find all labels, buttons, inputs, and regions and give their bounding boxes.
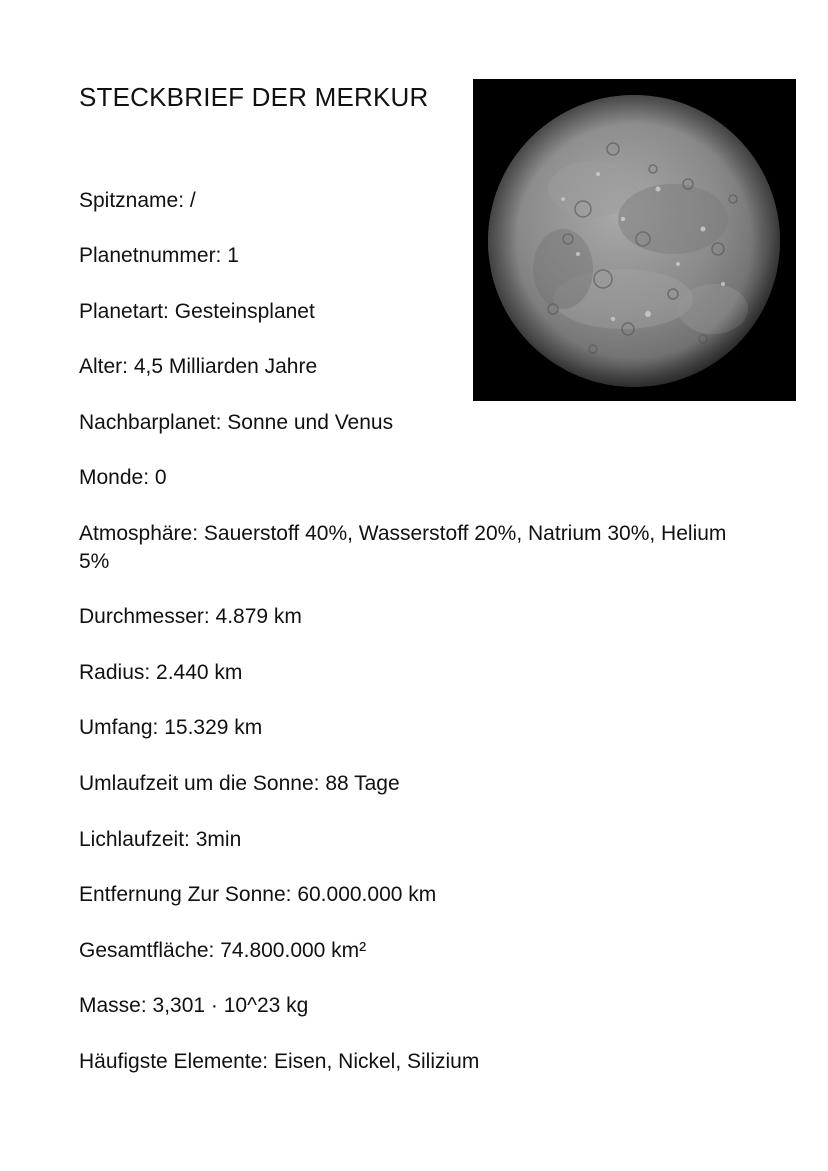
fact-value: 2.440 km <box>156 661 243 684</box>
fact-item-atmosphaere <box>79 520 759 576</box>
fact-label: Entfernung Zur Sonne: <box>79 883 292 906</box>
fact-label: Masse: <box>79 994 147 1017</box>
fact-label: Radius: <box>79 661 151 684</box>
fact-item-nachbarplanet <box>79 409 779 437</box>
fact-value: Sauerstoff 40%, Wasserstoff 20%, Natrium 30%, Helium 5% <box>79 522 727 573</box>
fact-label: Planetnummer: <box>79 244 222 267</box>
fact-label: Lichlaufzeit: <box>79 828 190 851</box>
fact-label: Planetart: <box>79 300 169 323</box>
fact-item-umfang <box>79 714 779 742</box>
fact-value: 4,5 Milliarden Jahre <box>133 355 318 378</box>
fact-value: / <box>189 189 196 212</box>
fact-label: Nachbarplanet: <box>79 411 222 434</box>
fact-value: 0 <box>154 466 167 489</box>
fact-value: 15.329 km <box>164 716 263 739</box>
fact-value: 60.000.000 km <box>297 883 437 906</box>
fact-item-monde <box>79 464 779 492</box>
fact-label: Monde: <box>79 466 150 489</box>
fact-item-durchmesser <box>79 603 779 631</box>
fact-item-umlaufzeit <box>79 770 779 798</box>
fact-value: Eisen, Nickel, Silizium <box>273 1050 480 1073</box>
fact-label: Spitzname: <box>79 189 185 212</box>
fact-item-masse <box>79 992 779 1020</box>
fact-item-planetnummer <box>79 242 779 270</box>
fact-label: Durchmesser: <box>79 605 210 628</box>
fact-item-planetart <box>79 298 779 326</box>
fact-value: 88 Tage <box>325 772 400 795</box>
fact-label: Alter: <box>79 355 129 378</box>
fact-value: 4.879 km <box>215 605 302 628</box>
fact-value: Gesteinsplanet <box>174 300 315 323</box>
fact-label: Umfang: <box>79 716 159 739</box>
fact-value: 3min <box>195 828 242 851</box>
fact-value: Sonne und Venus <box>227 411 394 434</box>
fact-item-alter <box>79 353 779 381</box>
fact-label: Atmosphäre: <box>79 522 199 545</box>
fact-value: 1 <box>227 244 239 267</box>
fact-item-lichlaufzeit <box>79 826 779 854</box>
fact-item-spitzname <box>79 187 779 215</box>
fact-item-radius <box>79 659 779 687</box>
fact-item-gesamtflaeche <box>79 937 779 965</box>
fact-value: 3,301 · 10^23 kg <box>152 994 309 1017</box>
fact-item-elemente <box>79 1048 779 1076</box>
fact-label: Gesamtfläche: <box>79 939 215 962</box>
page-title: STECKBRIEF DER MERKUR <box>79 82 429 112</box>
fact-label: Umlaufzeit um die Sonne: <box>79 772 320 795</box>
fact-label: Häufigste Elemente: <box>79 1050 269 1073</box>
fact-item-entfernung <box>79 881 779 909</box>
fact-value: 74.800.000 km² <box>220 939 367 962</box>
